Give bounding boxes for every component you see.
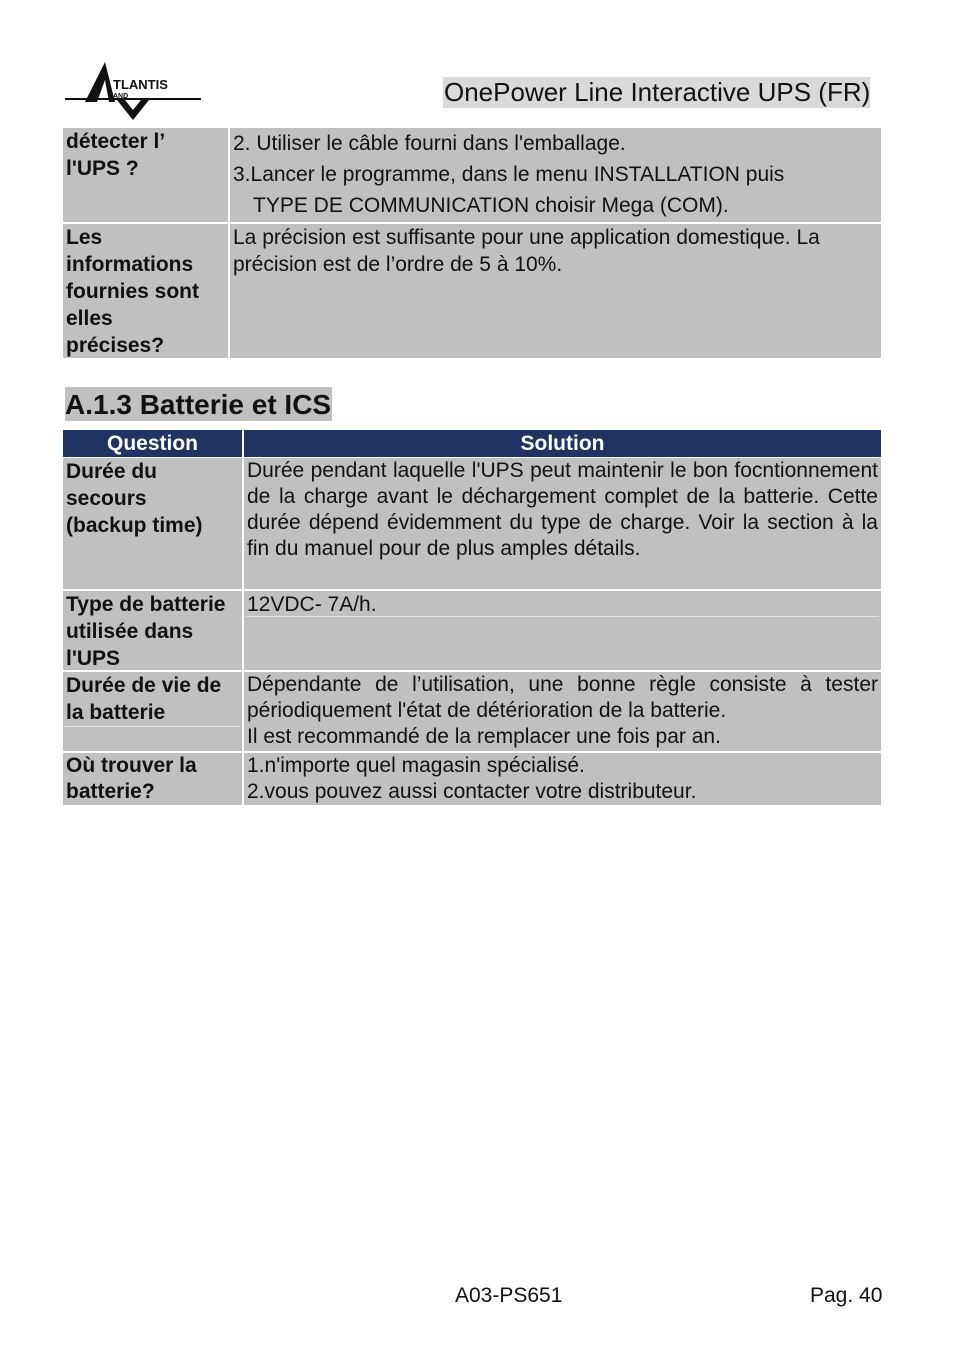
question-line: l'UPS ? [66,157,139,180]
answer-cell [244,753,881,805]
question-line: informations [66,253,194,276]
answer-line: Il est recommandé de la remplacer une fois par an. [247,725,721,748]
question-line: elles [66,307,113,330]
footer-model: A03-PS651 [455,1284,563,1307]
answer-cell [244,591,881,670]
question-line: Où trouver la [66,754,197,777]
question-cell [63,591,242,670]
question-cell [63,128,228,222]
answer-line: périodiquement l'état de détérioration de la batterie. [247,699,727,722]
answer-cell [230,224,881,358]
answer-cell [230,128,881,222]
question-cell [63,458,242,589]
svg-text:TLANTIS: TLANTIS [113,77,168,92]
answer-line: 2. Utiliser le câble fourni dans l'emballage. [233,132,626,155]
answer-line: 2.vous pouvez aussi contacter votre distributeur. [247,780,697,803]
column-header-question: Question [63,430,242,457]
question-line: batterie? [66,780,155,803]
question-line: l'UPS [66,647,121,670]
row-divider [65,726,240,727]
footer-page-number: Pag. 40 [810,1284,883,1307]
question-line: Type de batterie [66,593,226,616]
question-cell [63,224,228,358]
question-cell [63,753,242,805]
answer-line: 1.n'importe quel magasin spécialisé. [247,754,585,777]
question-line: Les [66,226,103,249]
question-line: Durée du [66,460,158,483]
answer-line: La précision est suffisante pour une application domestique. La [233,226,820,249]
document-title: OnePower Line Interactive UPS (FR) [444,77,871,107]
question-line: précises? [66,334,165,357]
answer-cell [244,672,881,751]
answer-line: précision est de l’ordre de 5 à 10%. [233,253,563,276]
atlantis-land-logo [63,58,203,122]
question-cell [63,672,242,751]
question-line: secours [66,487,147,510]
question-line: utilisée dans [66,620,194,643]
question-line: détecter l’ [66,130,166,153]
answer-line: 12VDC- 7A/h. [247,593,377,616]
answer-line: 3.Lancer le programme, dans le menu INSTALLATION puis [233,163,785,186]
question-line: fournies sont [66,280,200,303]
question-line: Durée de vie de [66,674,222,697]
answer-line: TYPE DE COMMUNICATION choisir Mega (COM). [253,194,729,217]
column-header-solution: Solution [244,430,881,457]
answer-cell: Durée pendant laquelle l'UPS peut maintenir le bon focntionnement de la charge avant le déchargement complet de la batterie. Cette durée dépend évidemment du type de charge. Voir la section à la fin du manuel pour de plus amples détails. [244,458,881,589]
question-line: (backup time) [66,514,203,537]
question-line: la batterie [66,701,166,724]
section-heading: A.1.3 Batterie et ICS [65,389,332,420]
answer-line: Dépendante de l’utilisation, une bonne règle consiste à tester [247,673,878,696]
row-divider [246,616,879,617]
svg-text:AND: AND [113,93,129,100]
